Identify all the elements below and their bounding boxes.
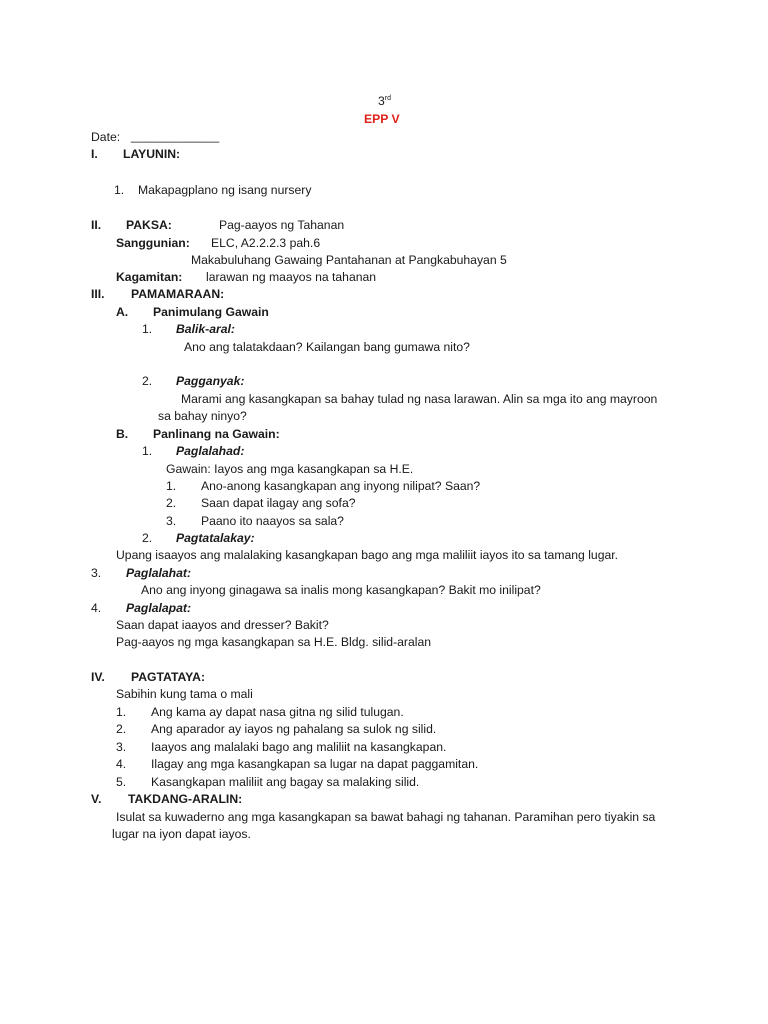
gawain-q3-text: Paano ito naayos sa sala? — [201, 514, 344, 528]
kagamitan-value: larawan ng maayos na tahanan — [206, 270, 377, 284]
layunin-title: LAYUNIN: — [123, 147, 181, 161]
takdang-aralin-title: TAKDANG-ARALIN: — [128, 792, 243, 806]
pagtataya-item-text: Iaayos ang malalaki bago ang maliliit na kasangkapan. — [151, 740, 447, 754]
paglalapat-title: Paglalapat: — [126, 601, 192, 615]
pagtatalakay-num: 2. — [142, 531, 153, 545]
section-num-4: IV. — [91, 670, 105, 684]
grade-heading: 3rd — [378, 94, 392, 108]
pagtataya-item-num: 3. — [116, 740, 127, 754]
gawain-q1-text: Ano-anong kasangkapan ang inyong nilipat? Saan? — [201, 479, 481, 493]
balik-aral-num: 1. — [142, 322, 153, 336]
paglalapat-num: 4. — [91, 601, 102, 615]
paglalapat-text-2: Pag-aayos ng mga kasangkapan sa H.E. Bldg. silid-aralan — [116, 635, 432, 649]
subsection-b-title: Panlinang na Gawain: — [153, 427, 280, 441]
paksa-value: Pag-aayos ng Tahanan — [219, 218, 345, 232]
pagganyak-text-1: Marami ang kasangkapan sa bahay tulad ng nasa larawan. Alin sa mga ito ang mayroon — [181, 392, 658, 406]
pagtatalakay-text: Upang isaayos ang malalaking kasangkapan bago ang mga maliliit iayos ito sa tamang lugar. — [116, 548, 619, 562]
section-num-1: I. — [91, 147, 98, 161]
paglalahat-num: 3. — [91, 566, 102, 580]
paglalapat-text-1: Saan dapat iaayos and dresser? Bakit? — [116, 618, 329, 632]
paksa-label: PAKSA: — [126, 218, 172, 232]
pagtataya-item-text: Ang aparador ay iayos ng pahalang sa sulok ng silid. — [151, 722, 437, 736]
pagtataya-item-num: 2. — [116, 722, 127, 736]
paglalahad-num: 1. — [142, 444, 153, 458]
balik-aral-title: Balik-aral: — [176, 322, 235, 336]
section-num-3: III. — [91, 287, 105, 301]
layunin-item-text: Makapagplano ng isang nursery — [138, 183, 312, 197]
pagganyak-text-2: sa bahay ninyo? — [158, 409, 247, 423]
subject-title: EPP V — [364, 112, 400, 126]
gawain-q3-num: 3. — [166, 514, 177, 528]
pagtataya-item-num: 4. — [116, 757, 127, 771]
pagtataya-item-text: Ang kama ay dapat nasa gitna ng silid tulugan. — [151, 705, 404, 719]
paglalahat-title: Paglalahat: — [126, 566, 192, 580]
paglalahad-intro: Gawain: Iayos ang mga kasangkapan sa H.E. — [166, 462, 414, 476]
date-label: Date: — [91, 130, 121, 144]
gawain-q2-text: Saan dapat ilagay ang sofa? — [201, 496, 356, 510]
subsection-a-title: Panimulang Gawain — [153, 305, 269, 319]
sanggunian-value: ELC, A2.2.2.3 pah.6 — [211, 236, 321, 250]
section-num-2: II. — [91, 218, 102, 232]
pagtataya-item-num: 1. — [116, 705, 127, 719]
gawain-q1-num: 1. — [166, 479, 177, 493]
kagamitan-label: Kagamitan: — [116, 270, 183, 284]
pagtataya-item-text: Ilagay ang mga kasangkapan sa lugar na dapat paggamitan. — [151, 757, 479, 771]
pagganyak-num: 2. — [142, 374, 153, 388]
pagtatalakay-title: Pagtatalakay: — [176, 531, 255, 545]
date-blank: _____________ — [131, 129, 220, 143]
pagtataya-item-num: 5. — [116, 775, 127, 789]
paglalahat-text: Ano ang inyong ginagawa sa inalis mong kasangkapan? Bakit mo inilipat? — [141, 583, 541, 597]
pagtataya-item-text: Kasangkapan maliliit ang bagay sa malaking silid. — [151, 775, 420, 789]
takdang-aralin-text-1: Isulat sa kuwaderno ang mga kasangkapan sa bawat bahagi ng tahanan. Paramihan pero tiyakin sa — [116, 810, 656, 824]
section-num-5: V. — [91, 792, 102, 806]
pagtataya-intro: Sabihin kung tama o mali — [116, 687, 253, 701]
sanggunian-label: Sanggunian: — [116, 236, 190, 250]
takdang-aralin-text-2: lugar na iyon dapat iayos. — [112, 827, 251, 841]
paglalahad-title: Paglalahad: — [176, 444, 245, 458]
gawain-q2-num: 2. — [166, 496, 177, 510]
layunin-item-num: 1. — [114, 183, 125, 197]
pagganyak-title: Pagganyak: — [176, 374, 245, 388]
sanggunian-value-2: Makabuluhang Gawaing Pantahanan at Pangkabuhayan 5 — [191, 253, 507, 267]
subsection-b-letter: B. — [116, 427, 129, 441]
pamamaraan-title: PAMAMARAAN: — [131, 287, 225, 301]
balik-aral-text: Ano ang talatakdaan? Kailangan bang gumawa nito? — [184, 340, 470, 354]
subsection-a-letter: A. — [116, 305, 129, 319]
pagtataya-title: PAGTATAYA: — [131, 670, 206, 684]
